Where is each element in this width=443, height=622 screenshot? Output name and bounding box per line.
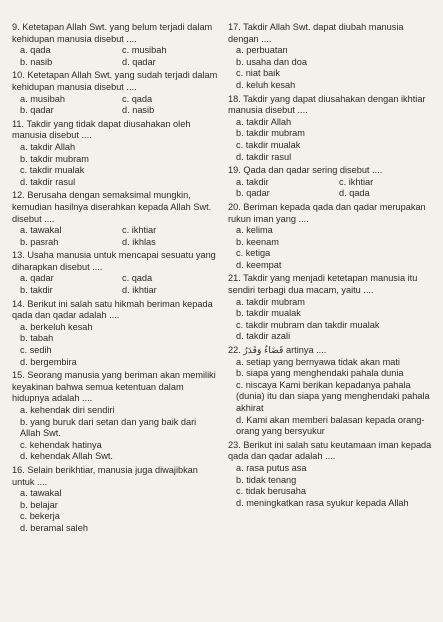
answer-option: b. belajar (20, 499, 58, 510)
answer-option: b. qadar (20, 105, 54, 116)
question-stem: 12. Berusaha dengan semaksimal mungkin, kemudian hasilnya diserahkan kepada Allah Swt. disebut .... (12, 190, 212, 224)
question-stem: 18. Takdir yang dapat diusahakan dengan ikhtiar manusia disebut .... (228, 93, 426, 116)
answer-options (12, 94, 218, 117)
question-item (228, 273, 436, 343)
answer-option: a. tawakal (20, 225, 62, 236)
question-item (12, 119, 218, 189)
question-item (228, 345, 436, 438)
question-item (228, 165, 436, 200)
answer-options (12, 488, 218, 534)
answer-option: c. takdir mualak (236, 139, 301, 150)
answer-option: d. qada (339, 188, 370, 199)
answer-option: c. takdir mubram dan takdir mualak (236, 319, 380, 330)
answer-option: b. siapa yang menghendaki pahala dunia (236, 368, 404, 379)
answer-options (12, 273, 218, 296)
answer-option: b. takdir mualak (236, 308, 301, 319)
answer-option: c. takdir mualak (20, 165, 85, 176)
answer-options (228, 463, 436, 509)
answer-option: a. perbuatan (236, 45, 288, 56)
answer-option: d. ikhtiar (122, 285, 157, 296)
answer-option: b. tidak tenang (236, 474, 297, 485)
answer-option: a. takdir (236, 176, 269, 187)
answer-option: a. setiap yang bernyawa tidak akan mati (236, 356, 400, 367)
answer-option: c. niscaya Kami berikan kepadanya pahala (dunia) itu dan siapa yang menghendaki pahala akhirat (236, 379, 430, 413)
question-item (12, 370, 218, 463)
answer-options (12, 142, 218, 188)
answer-option: a. kehendak diri sendiri (20, 405, 115, 415)
answer-option: d. qadar (122, 56, 156, 67)
question-item (12, 190, 218, 248)
answer-option: d. nasib (122, 105, 155, 116)
answer-options (228, 117, 436, 163)
answer-option: d. bergembira (20, 356, 77, 367)
answer-option: a. takdir Allah (236, 116, 292, 127)
answer-option: c. qada (122, 273, 153, 284)
question-stem: 15. Seorang manusia yang beriman akan memiliki keyakinan bahwa semua ketentuan dalam hidupnya adalah .... (12, 370, 216, 404)
answer-option: c. bekerja (20, 511, 60, 522)
answer-options (12, 45, 218, 68)
answer-option: b. pasrah (20, 236, 59, 247)
question-item (228, 202, 436, 272)
question-item (228, 94, 436, 164)
question-item (228, 440, 436, 510)
answer-option: d. beramal saleh (20, 522, 88, 533)
answer-option: c. qada (122, 93, 153, 104)
answer-options (228, 225, 436, 271)
answer-options (12, 405, 218, 463)
answer-option: b. takdir mubram (20, 153, 89, 164)
question-stem: 20. Beriman kepada qada dan qadar merupakan rukun iman yang .... (228, 201, 426, 224)
question-item (12, 465, 218, 535)
answer-option: b. takdir (20, 285, 53, 296)
question-item (12, 22, 218, 68)
answer-option: b. tabah (20, 333, 54, 344)
question-item (12, 299, 218, 369)
answer-option: c. ketiga (236, 248, 271, 259)
answer-option: a. qada (20, 45, 51, 56)
answer-option: a. qadar (20, 273, 54, 284)
answer-option: c. niat baik (236, 68, 280, 79)
right-column (228, 22, 436, 511)
answer-option: c. tidak berusaha (236, 486, 306, 497)
answer-option: d. meningkatkan rasa syukur kepada Allah (236, 497, 409, 508)
answer-options (228, 177, 436, 200)
answer-option: a. rasa putus asa (236, 462, 307, 473)
question-item (12, 70, 218, 116)
answer-option: b. qadar (236, 188, 270, 199)
question-stem: 13. Usaha manusia untuk mencapai sesuatu yang diharapkan disebut .... (12, 250, 216, 272)
answer-option: c. sedih (20, 345, 52, 356)
answer-option: d. Kami akan memberi balasan kepada orang-orang yang bersyukur (236, 414, 425, 437)
answer-option: b. takdir mubram (236, 128, 305, 139)
question-stem: 21. Takdir yang menjadi ketetapan manusia itu sendiri terbagi dua macam, yaitu .... (228, 273, 418, 296)
answer-option: c. ikhtiar (122, 225, 157, 236)
answer-option: d. takdir azali (236, 331, 291, 342)
question-stem: 17. Takdir Allah Swt. dapat diubah manusia dengan .... (228, 22, 404, 44)
answer-option: b. nasib (20, 56, 53, 67)
answer-option: b. keenam (236, 236, 279, 247)
question-stem: 23. Berikut ini salah satu keutamaan iman kepada qada dan qadar adalah .... (228, 439, 432, 462)
answer-option: b. yang buruk dari setan dan yang baik dari Allah Swt. (20, 416, 197, 439)
question-stem: 11. Takdir yang tidak dapat diusahakan oleh manusia disebut .... (12, 118, 191, 141)
answer-options (12, 322, 218, 368)
question-stem: 14. Berikut ini salah satu hikmah beriman kepada qada dan qadar adalah .... (12, 298, 213, 321)
answer-option: d. keluh kesah (236, 79, 296, 90)
question-stem: 9. Ketetapan Allah Swt. yang belum terjadi dalam kehidupan manusia disebut .... (12, 22, 213, 44)
answer-option: c. musibah (122, 45, 167, 56)
question-stem: 19. Qada dan qadar sering disebut .... (228, 165, 383, 176)
answer-option: d. ikhlas (122, 236, 156, 247)
answer-option: a. musibah (20, 93, 65, 104)
question-item (12, 250, 218, 296)
answer-option: c. ikhtiar (339, 176, 374, 187)
answer-option: a. tawakal (20, 488, 62, 499)
answer-option: a. berkeluh kesah (20, 321, 93, 332)
answer-option: d. takdir rasul (236, 151, 292, 162)
answer-option: b. usaha dan doa (236, 56, 308, 67)
answer-option: d. takdir rasul (20, 176, 76, 187)
answer-option: d. kehendak Allah Swt. (20, 451, 113, 462)
answer-option: d. keempat (236, 259, 282, 270)
answer-option: a. takdir mubram (236, 296, 305, 307)
answer-option: a. kelima (236, 225, 273, 236)
left-column (12, 22, 218, 537)
question-stem: 10. Ketetapan Allah Swt. yang sudah terjadi dalam kehidupan manusia disebut .... (12, 70, 218, 92)
answer-options (228, 45, 436, 91)
question-item (228, 22, 436, 92)
question-stem: 16. Selain berikhtiar, manusia juga diwajibkan untuk .... (12, 464, 198, 487)
answer-options (228, 297, 436, 343)
answer-option: a. takdir Allah (20, 141, 76, 152)
answer-option: c. kehendak hatinya (20, 439, 102, 450)
question-stem: 22. قَضَاءٌ وَقَدَرٌ artinya .... (228, 345, 327, 356)
answer-options (12, 225, 218, 248)
answer-options (228, 357, 436, 438)
